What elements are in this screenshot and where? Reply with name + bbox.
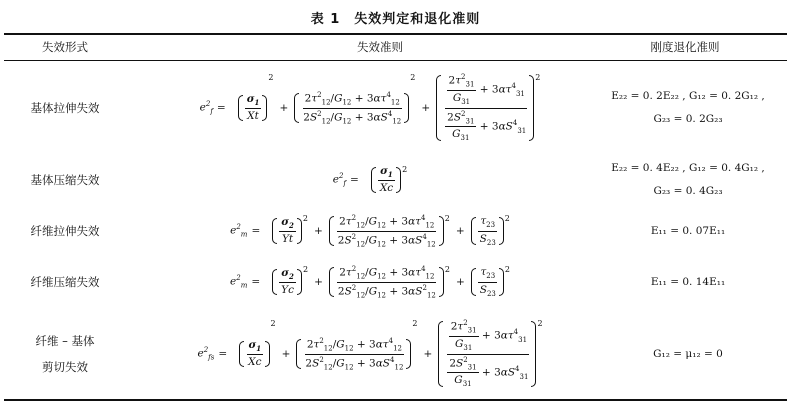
criterion-cell — [150, 154, 590, 206]
degradation-line: E₂₂ = 0. 2E₂₂ , G₁₂ = 0. 2G₁₂ , — [611, 90, 765, 102]
header-mode: 失效形式 — [42, 40, 88, 54]
degradation-line: E₁₁ = 0. 14E₁₁ — [650, 275, 726, 288]
criterion-formula: $e^2_f$ = $\frac{\sigma_1}{Xc}$ 2 — [332, 164, 408, 195]
criterion-formula: $e^2_m$ = $\frac{\sigma_2}{Yc}$ 2 + $\frac{2\tau^2_{12}/G_{12} + 3\alpha\tau^4_{12}}{2S^2_{12}/G_{12} + 3\alpha S^2_{12}}$ 2 + $\frac{\tau_{23}}{S_{23}}$ 2 — [230, 264, 510, 300]
table-row-matrix-tension — [0, 62, 791, 154]
degradation-line: E₂₂ = 0. 4E₂₂ , G₁₂ = 0. 4G₁₂ , — [611, 162, 765, 174]
degradation-line: G₂₃ = 0. 2G₂₃ — [653, 113, 723, 125]
criterion-cell — [150, 206, 590, 256]
header-degradation: 刚度退化准则 — [650, 40, 720, 54]
header-rule — [4, 60, 787, 61]
table-row-fiber-compression — [0, 256, 791, 308]
criterion-cell — [150, 62, 590, 154]
table-row-matrix-compression — [0, 154, 791, 206]
mode-cell — [15, 62, 115, 154]
degradation-line: G₂₃ = 0. 4G₂₃ — [653, 185, 723, 197]
mode-cell — [15, 154, 115, 206]
table-caption — [0, 8, 791, 27]
degradation-line: G₁₂ = μ₁₂ = 0 — [653, 347, 723, 360]
mode-cell — [15, 310, 115, 398]
mode-label: 剪切失效 — [42, 360, 88, 374]
bottom-rule — [4, 399, 787, 401]
table-title: 失效判定和退化准则 — [354, 12, 481, 27]
degradation-cell — [590, 256, 786, 308]
table-row-fiber-tension — [0, 206, 791, 256]
mode-cell — [15, 206, 115, 256]
criterion-formula: $e^2_{fs}$ = $\frac{\sigma_1}{Xc}$ 2 + $\frac{2\tau^2_{12}/G_{12} + 3\alpha\tau^4_{12}}{2S^2_{12}/G_{12} + 3\alpha S^4_{12}}$ 2 + $\frac{2\tau^2_{31}}{G_{31}}$ + $3\alpha\tau^4_{31}$ $\frac{2S^2_{31}}{G_{31}}$ + $3\alpha S^4_{31}$ 2 — [197, 319, 543, 389]
table-row-fiber-matrix-shear — [0, 310, 791, 398]
mode-cell — [15, 256, 115, 308]
criterion-cell — [150, 256, 590, 308]
criterion-formula: $e^2_m$ = $\frac{\sigma_2}{Yt}$ 2 + $\frac{2\tau^2_{12}/G_{12} + 3\alpha\tau^4_{12}}{2S^2_{12}/G_{12} + 3\alpha S^4_{12}}$ 2 + $\frac{\tau_{23}}{S_{23}}$ 2 — [230, 213, 510, 249]
mode-label: 纤维拉伸失效 — [30, 224, 100, 238]
top-rule — [4, 33, 787, 35]
header-criterion: 失效准则 — [357, 40, 403, 54]
mode-label: 基体拉伸失效 — [30, 101, 100, 115]
degradation-line: E₁₁ = 0. 07E₁₁ — [650, 224, 726, 237]
degradation-cell — [590, 62, 786, 154]
degradation-cell — [590, 206, 786, 256]
criterion-cell — [150, 310, 590, 398]
criterion-formula: $e^2_f$ = $\frac{\sigma_1}{Xt}$ 2 + $\frac{2\tau^2_{12}/G_{12} + 3\alpha\tau^4_{12}}{2S^2_{12}/G_{12} + 3\alpha S^4_{12}}$ 2 + $\frac{2\tau^2_{31}}{G_{31}}$ + $3\alpha\tau^4_{31}$ $\frac{2S^2_{31}}{G_{31}}$ + $3\alpha S^4_{31}$ 2 — [199, 73, 541, 143]
mode-label: 基体压缩失效 — [30, 173, 100, 187]
degradation-cell — [590, 154, 786, 206]
mode-label: 纤维压缩失效 — [30, 275, 100, 289]
table-number: 表 1 — [310, 12, 341, 27]
mode-label: 纤维 – 基体 — [35, 334, 95, 348]
degradation-cell — [590, 310, 786, 398]
